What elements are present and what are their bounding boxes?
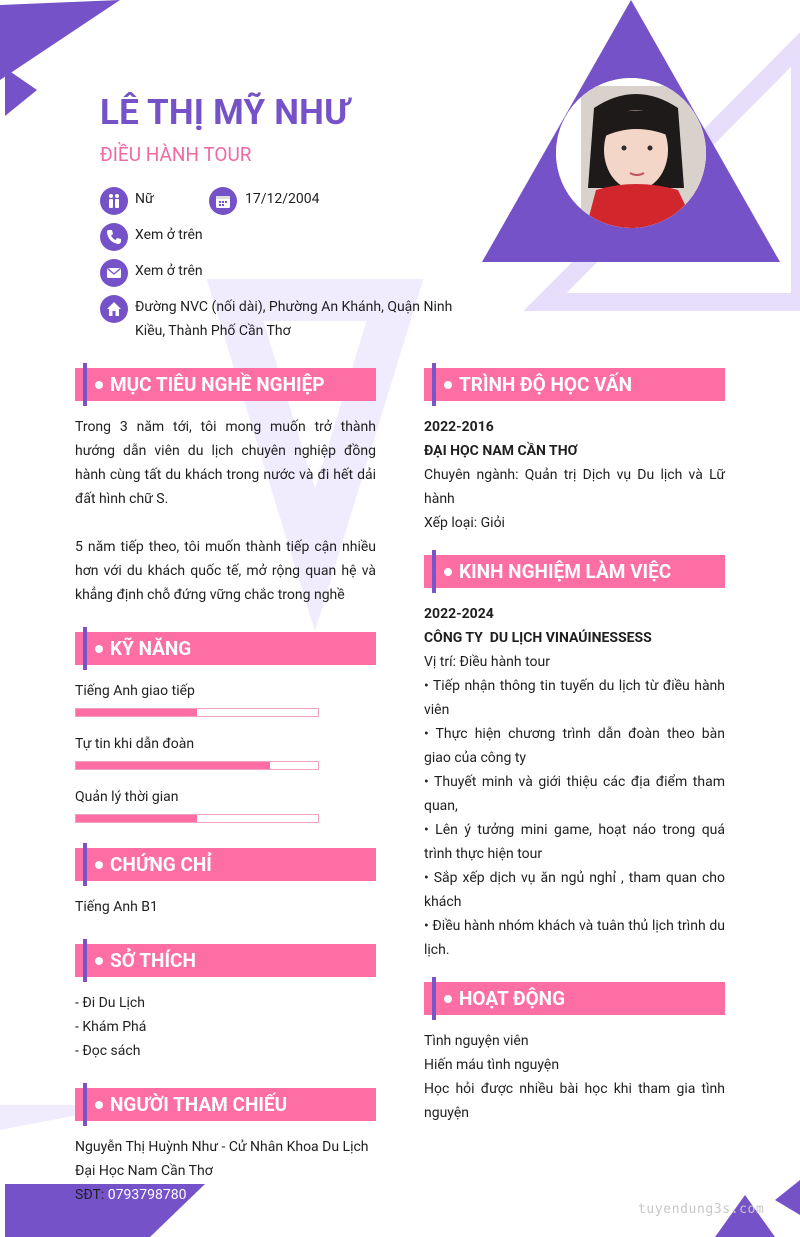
certificate-item: Tiếng Anh B1: [75, 899, 158, 915]
skill-level-bar: [75, 761, 319, 770]
candidate-name: LÊ THỊ MỸ NHƯ: [100, 92, 350, 133]
reference-phone-row: [75, 1183, 186, 1207]
experience-position: Vị trí: Điều hành tour: [424, 654, 550, 670]
experience-duty: • Thuyết minh và giới thiệu các địa điểm tham quan,: [424, 774, 725, 814]
home-icon: [100, 295, 128, 323]
education-period: 2022-2016: [424, 419, 494, 435]
section-title: MỤC TIÊU NGHỀ NGHIỆP: [110, 373, 325, 396]
experience-header: [424, 555, 725, 588]
address-line-2: Kiều, Thành Phố Cần Thơ: [135, 323, 291, 339]
objective-paragraph-2: 5 năm tiếp theo, tôi muốn thành tiếp cận nhiều hơn với du khách quốc tế, mở rộng quan hệ và khẳng định chỗ đứng vững chắc trong nghề: [75, 539, 376, 603]
skill-name: Tự tin khi dẫn đoàn: [75, 736, 195, 752]
watermark: tuyendung3s.com: [638, 1202, 765, 1217]
education-header: [424, 368, 725, 401]
small-left-triangle: [5, 68, 37, 116]
skill-name: Tiếng Anh giao tiếp: [75, 683, 195, 699]
section-title: HOẠT ĐỘNG: [459, 987, 566, 1010]
hobbies-header: [75, 944, 376, 977]
experience-company: CÔNG TY DU LỊCH VINAÚINESSESS: [424, 630, 652, 646]
phone-icon: [100, 223, 128, 251]
job-title: ĐIỀU HÀNH TOUR: [100, 143, 252, 166]
hobby-item: - Đọc sách: [75, 1043, 141, 1059]
education-school: ĐẠI HỌC NAM CẦN THƠ: [424, 443, 578, 459]
section-title: TRÌNH ĐỘ HỌC VẤN: [459, 373, 633, 396]
top-left-triangle: [0, 0, 120, 80]
references-header: [75, 1088, 376, 1121]
calendar-icon: [209, 187, 237, 215]
section-title: CHỨNG CHỈ: [110, 853, 212, 876]
gender-value: Nữ: [135, 191, 154, 207]
experience-period: 2022-2024: [424, 606, 494, 622]
experience-duty: • Tiếp nhận thông tin tuyến du lịch từ điều hành viên: [424, 678, 725, 718]
education-grade: Xếp loại: Giỏi: [424, 515, 505, 531]
gender-icon: [100, 187, 128, 215]
reference-phone-label: SĐT:: [75, 1187, 105, 1203]
reference-phone: 0793798780: [107, 1187, 187, 1203]
objective-paragraph-1: Trong 3 năm tới, tôi mong muốn trở thành hướng dẫn viên du lịch chuyên nghiệp đồng hành cùng tất du khách trong nước và đi hết dải đất hình chữ S.: [75, 419, 376, 507]
skills-header: [75, 632, 376, 665]
experience-duty: • Điều hành nhóm khách và tuân thủ lịch trình du lịch.: [424, 918, 725, 958]
skill-level-bar: [75, 708, 319, 717]
profile-photo: [556, 78, 706, 228]
section-title: SỞ THÍCH: [110, 949, 196, 972]
activity-item: Học hỏi được nhiều bài học khi tham gia tình nguyện: [424, 1081, 725, 1121]
bottom-right-small-triangle: [775, 1180, 800, 1215]
birthday-value: 17/12/2004: [245, 191, 320, 207]
skill-name: Quản lý thời gian: [75, 789, 179, 805]
experience-duty: • Sắp xếp dịch vụ ăn ngủ nghỉ , tham quan cho khách: [424, 870, 725, 910]
address-line-1: Đường NVC (nối dài), Phường An Khánh, Quận Ninh: [135, 299, 453, 315]
email-value: Xem ở trên: [135, 263, 203, 279]
reference-name: Nguyễn Thị Huỳnh Như - Cử Nhân Khoa Du Lịch: [75, 1139, 369, 1155]
experience-duty: • Lên ý tưởng mini game, hoạt náo trong quá trình thực hiện tour: [424, 822, 725, 862]
email-icon: [100, 259, 128, 287]
experience-duty: • Thực hiện chương trình dẫn đoàn theo bàn giao của công ty: [424, 726, 725, 766]
education-major: Chuyên ngành: Quản trị Dịch vụ Du lịch và Lữ hành: [424, 467, 725, 507]
section-title: KINH NGHIỆM LÀM VIỆC: [459, 560, 672, 583]
activity-item: Tình nguyện viên: [424, 1033, 529, 1049]
hobby-item: - Đi Du Lịch: [75, 995, 145, 1011]
activities-header: [424, 982, 725, 1015]
skill-level-fill: [76, 762, 270, 769]
skill-level-fill: [76, 709, 197, 716]
skill-level-bar: [75, 814, 319, 823]
activity-item: Hiến máu tình nguyện: [424, 1057, 560, 1073]
objective-header: [75, 368, 376, 401]
hobby-item: - Khám Phá: [75, 1019, 147, 1035]
skill-level-fill: [76, 815, 197, 822]
phone-value: Xem ở trên: [135, 227, 203, 243]
reference-school: Đại Học Nam Cần Thơ: [75, 1163, 213, 1179]
certificates-header: [75, 848, 376, 881]
section-title: KỸ NĂNG: [110, 637, 192, 660]
section-title: NGƯỜI THAM CHIẾU: [110, 1093, 288, 1116]
